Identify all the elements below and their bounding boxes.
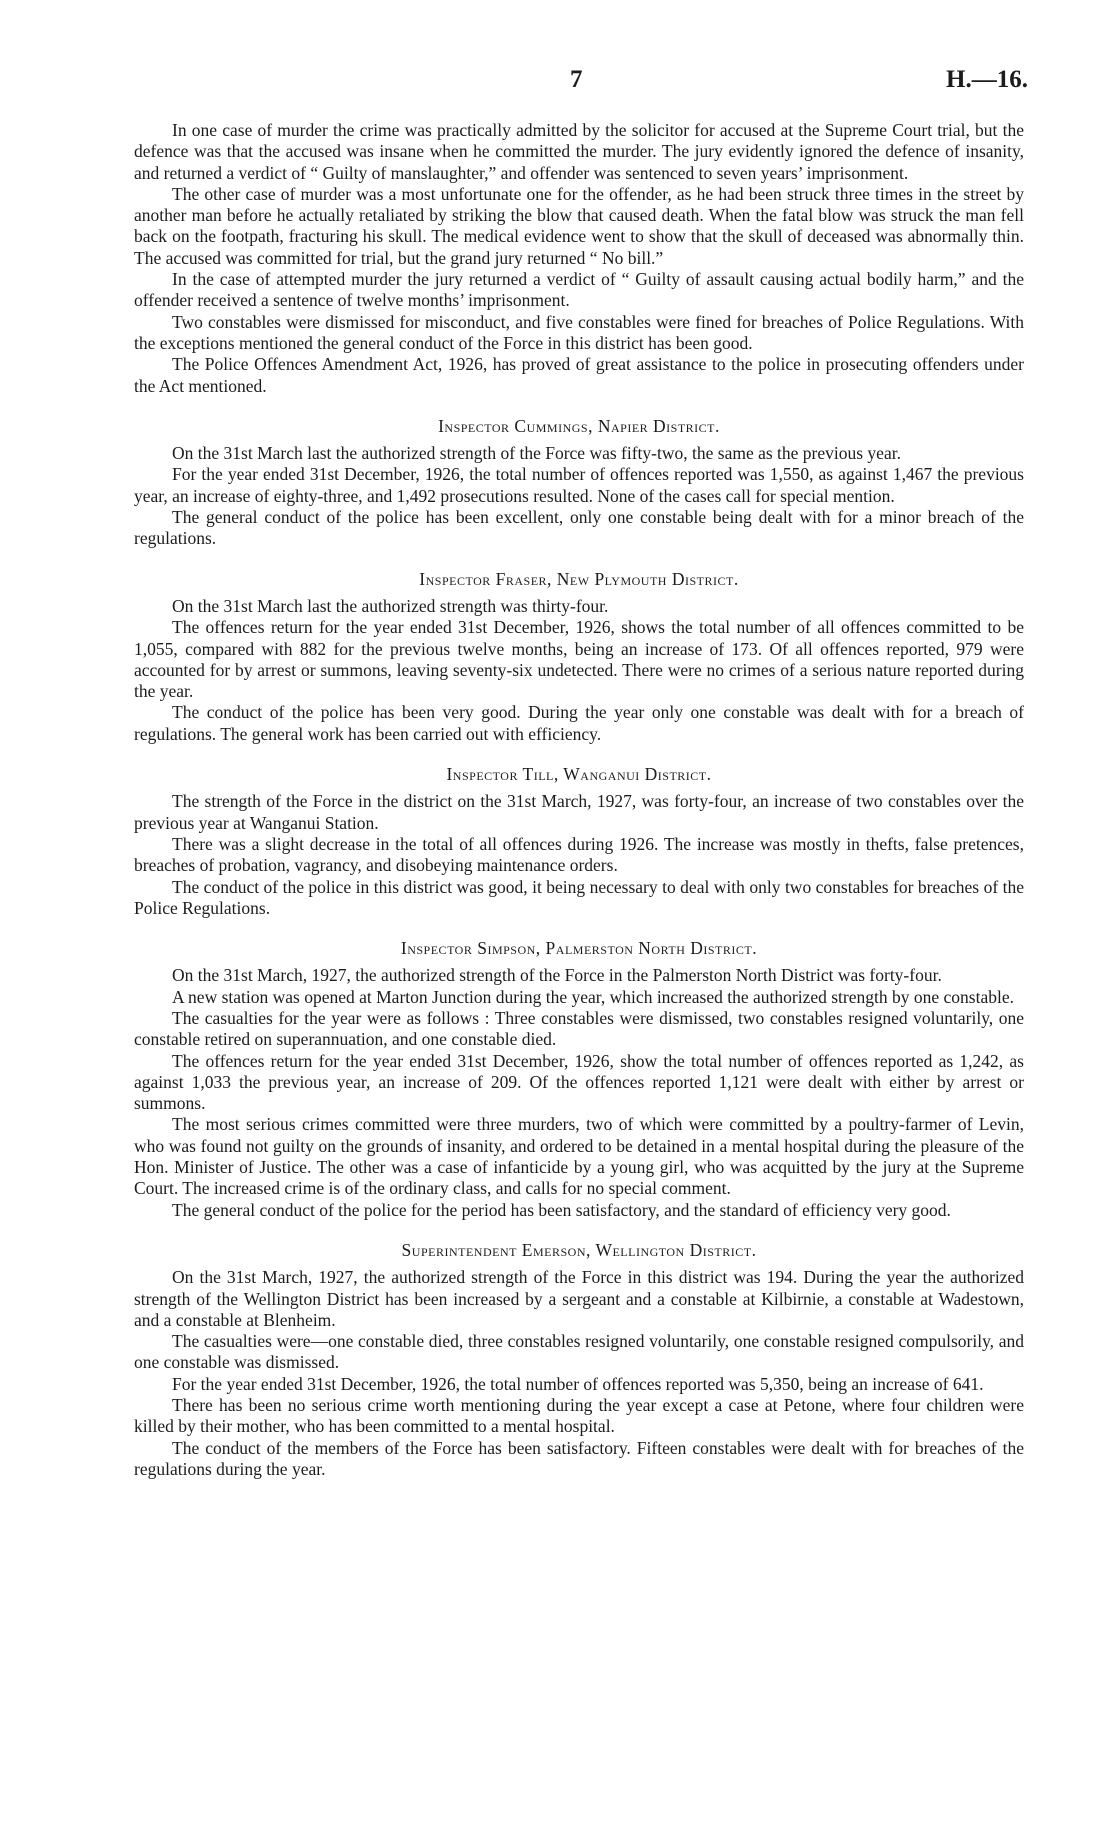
paragraph: For the year ended 31st December, 1926, the total number of offences reported was 1,550, as against 1,467 the previous year, an increase of eighty-three, and 1,492 prosecutions resulted. None of the cases call for special mention. (134, 464, 1024, 506)
paragraph: The other case of murder was a most unfortunate one for the offender, as he had been struck three times in the street by another man before he actually retaliated by striking the blow that caused death. When the fatal blow was struck the man fell back on the footpath, fracturing his skull. The medical evidence went to show that the skull of deceased was abnormally thin. The accused was committed for trial, but the grand jury returned “ No bill.” (134, 183, 1024, 268)
paragraph: For the year ended 31st December, 1926, the total number of offences reported was 5,350, being an increase of 641. (172, 1373, 984, 1394)
section-wanganui (134, 764, 1024, 919)
section-heading: Inspector Till, Wanganui District. (446, 764, 712, 785)
paragraph: On the 31st March last the authorized strength of the Force was fifty-two, the same as the previous year. (172, 443, 901, 464)
paragraph: In the case of attempted murder the jury returned a verdict of “ Guilty of assault causing actual bodily harm,” and the offender received a sentence of twelve months’ imprisonment. (134, 269, 1024, 311)
paragraph: There was a slight decrease in the total of all offences during 1926. The increase was mostly in thefts, false pretences, breaches of probation, vagrancy, and disobeying maintenance orders. (134, 833, 1024, 876)
paragraph: Two constables were dismissed for misconduct, and five constables were fined for breaches of Police Regulations. With the exceptions mentioned the general conduct of the Force in this district has been good. (134, 311, 1024, 353)
section-heading: Inspector Cummings, Napier District. (438, 415, 720, 436)
section-palmerston-north (134, 938, 1024, 1221)
paragraph: The Police Offences Amendment Act, 1926, has proved of great assistance to the police in prosecuting offenders under the Act mentioned. (134, 354, 1024, 396)
paragraph: The strength of the Force in the district on the 31st March, 1927, was forty-four, an increase of two constables over the previous year at Wanganui Station. (134, 791, 1024, 833)
intro-section (134, 120, 1024, 397)
section-heading: Inspector Fraser, New Plymouth District. (419, 568, 739, 589)
page-number: 7 (570, 66, 583, 93)
document-reference: H.—16. (946, 66, 1028, 93)
document-body (134, 120, 1024, 1480)
section-napier (134, 416, 1024, 550)
paragraph: On the 31st March last the authorized strength was thirty-four. (172, 595, 609, 616)
paragraph: On the 31st March, 1927, the authorized strength of the Force in the Palmerston North District was forty-four. (172, 965, 942, 986)
paragraph: The offences return for the year ended 31st December, 1926, show the total number of offences reported as 1,242, as against 1,033 the previous year, an increase of 209. Of the offences reported 1,121 were dealt with either by arrest or summons. (134, 1050, 1024, 1114)
paragraph: The offences return for the year ended 31st December, 1926, shows the total number of all offences committed to be 1,055, compared with 882 for the previous twelve months, being an increase of 173. Of all offences reported, 979 were accounted for by arrest or summons, leaving seventy-six undetected. There were no crimes of a serious nature reported during the year. (134, 617, 1024, 702)
section-wellington (134, 1240, 1024, 1480)
paragraph: The general conduct of the police for the period has been satisfactory, and the standard of efficiency very good. (172, 1199, 951, 1220)
paragraph: On the 31st March, 1927, the authorized strength of the Force in this district was 194. During the year the authorized strength of the Wellington District has been increased by a sergeant and a constable at Kilbirnie, a constable at Wadestown, and a constable at Blenheim. (134, 1267, 1024, 1330)
paragraph: In one case of murder the crime was practically admitted by the solicitor for accused at the Supreme Court trial, but the defence was that the accused was insane when he committed the murder. The jury evidently ignored the defence of insanity, and returned a verdict of “ Guilty of manslaughter,” and offender was sentenced to seven years’ imprisonment. (134, 120, 1024, 183)
paragraph: The most serious crimes committed were three murders, two of which were committed by a poultry-farmer of Levin, who was found not guilty on the grounds of insanity, and ordered to be detained in a mental hospital during the pleasure of the Hon. Minister of Justice. The other was a case of infanticide by a young girl, who was acquitted by the jury at the Supreme Court. The increased crime is of the ordinary class, and calls for no special comment. (134, 1114, 1024, 1199)
section-new-plymouth (134, 569, 1024, 745)
paragraph: A new station was opened at Marton Junction during the year, which increased the authorized strength by one constable. (172, 986, 1014, 1007)
paragraph: The conduct of the members of the Force has been satisfactory. Fifteen constables were dealt with for breaches of the regulations during the year. (134, 1437, 1024, 1479)
section-heading: Inspector Simpson, Palmerston North District. (400, 938, 758, 959)
section-heading: Superintendent Emerson, Wellington District. (401, 1239, 757, 1260)
paragraph: The conduct of the police has been very good. During the year only one constable was dealt with for a breach of regulations. The general work has been carried out with efficiency. (134, 702, 1024, 744)
paragraph: The conduct of the police in this district was good, it being necessary to deal with only two constables for breaches of the Police Regulations. (134, 876, 1024, 918)
paragraph: There has been no serious crime worth mentioning during the year except a case at Petone, where four children were killed by their mother, who has been committed to a mental hospital. (134, 1395, 1024, 1437)
page-header (130, 66, 1028, 96)
paragraph: The general conduct of the police has been excellent, only one constable being dealt with for a minor breach of the regulations. (134, 507, 1024, 549)
paragraph: The casualties for the year were as follows : Three constables were dismissed, two constables resigned voluntarily, one constable retired on superannuation, and one constable died. (134, 1007, 1024, 1050)
paragraph: The casualties were—one constable died, three constables resigned voluntarily, one constable resigned compulsorily, and one constable was dismissed. (134, 1331, 1024, 1373)
